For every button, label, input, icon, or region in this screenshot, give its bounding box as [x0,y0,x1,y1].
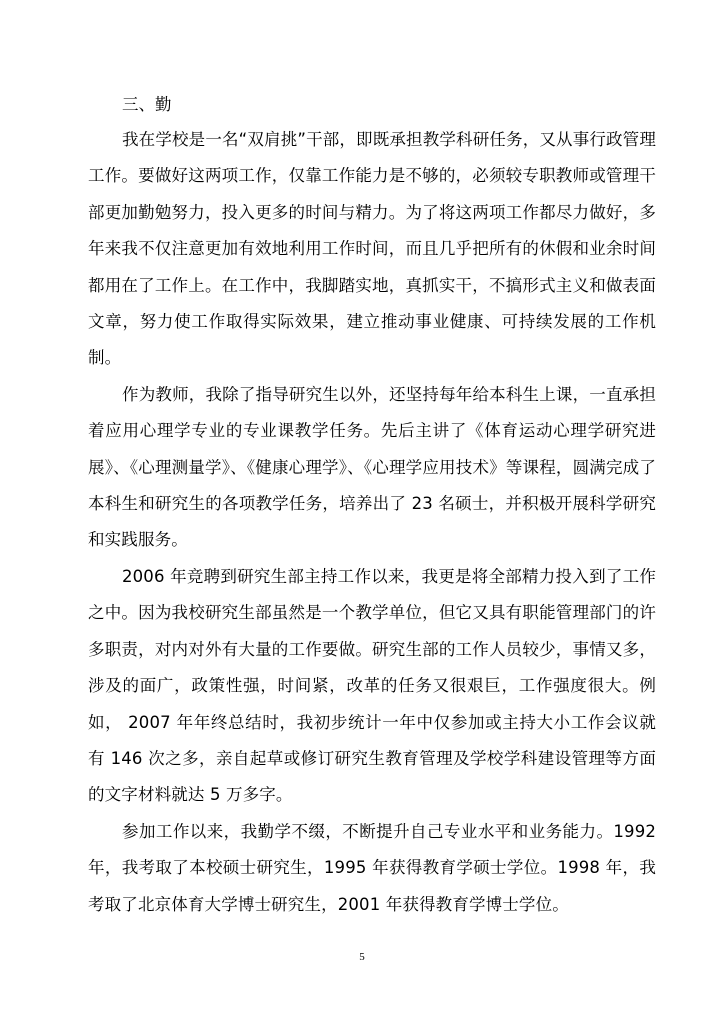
paragraph-teaching: 作为教师，我除了指导研究生以外，还坚持每年给本科生上课，一直承担着应用心理学专业的专业课教学任务。先后主讲了《体育运动心理学研究进展》、《心理测量学》、《健康心理学》、《心理学应用技术》等课程，圆满完成了本科生和研究生的各项教学任务，培养出了 23 名硕士，并积极开展科学研究和实践服务。 [88,384,656,550]
paragraph-dual-role: 我在学校是一名“双肩挑”干部，即既承担教学科研任务，又从事行政管理工作。要做好这两项工作，仅靠工作能力是不够的，必须较专职教师或管理干部更加勤勉努力，投入更多的时间与精力。为了将这两项工作都尽力做好，多年来我不仅注意更加有效地利用工作时间，而且几乎把所有的休假和业余时间都用在了工作上。在工作中，我脚踏实地，真抓实干，不搞形式主义和做表面文章，努力使工作取得实际效果，建立推动事业健康、可持续发展的工作机制。 [88,130,656,368]
section-heading: 三、勤 [122,95,172,114]
document-page [88,88,656,923]
page-number: 5 [359,951,365,963]
paragraph-education: 参加工作以来，我勤学不缀，不断提升自己专业水平和业务能力。1992 年，我考取了本校硕士研究生，1995 年获得教育学硕士学位。1998 年，我考取了北京体育大学博士研究生，2001 年获得教育学博士学位。 [88,821,657,914]
paragraph-graduate-office: 2006 年竞聘到研究生部主持工作以来，我更是将全部精力投入到了工作之中。因为我校研究生部虽然是一个教学单位，但它又具有职能管理部门的许多职责，对内对外有大量的工作要做。研究生部的工作人员较少，事情又多，涉及的面广，政策性强，时间紧，改革的任务又很艰巨，工作强度很大。例如， 2007 年年终总结时，我初步统计一年中仅参加或主持大小工作会议就有 146 次之多，亲自起草或修订研究生教育管理及学校学科建设管理等方面的文字材料就达 5 万多字。 [88,566,656,805]
